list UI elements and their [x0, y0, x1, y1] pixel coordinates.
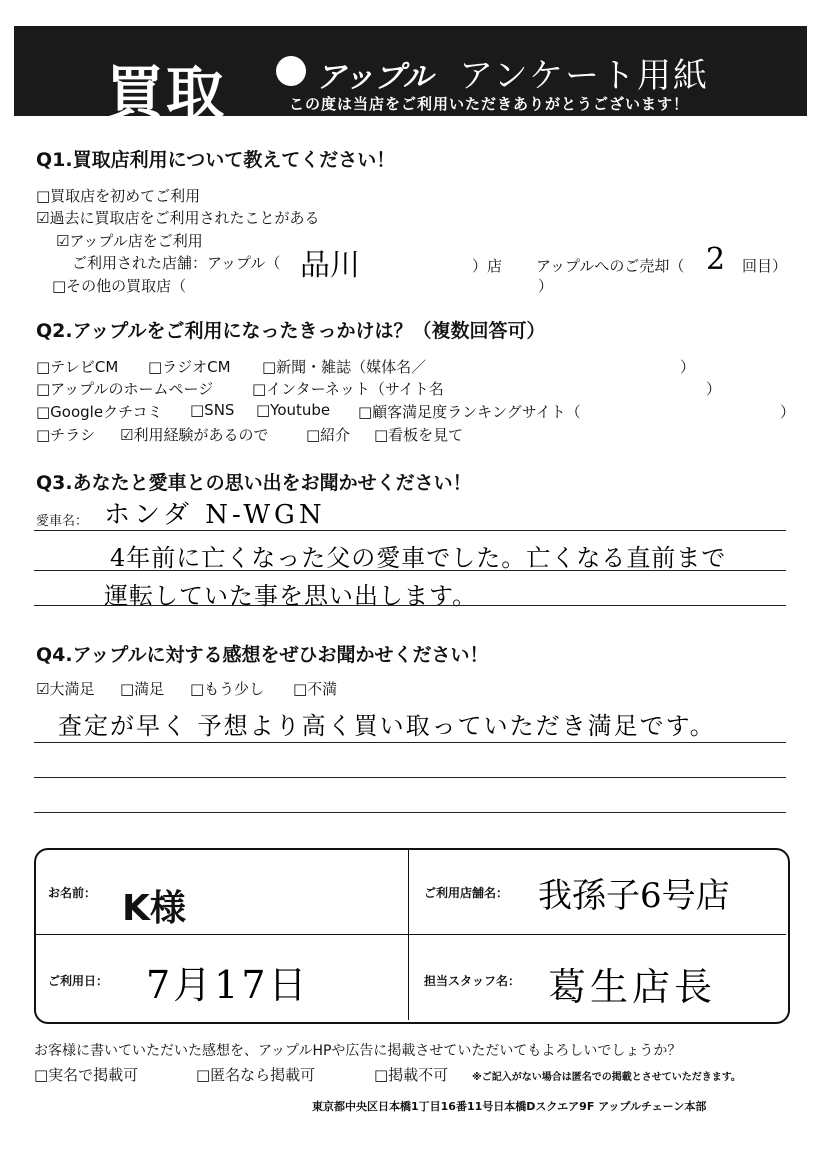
q1-count-suffix: 回目） [742, 257, 788, 275]
q2-option-youtube[interactable]: □Youtube [256, 401, 331, 419]
q1-store-label: ご利用された店舗：アップル（ [72, 254, 281, 272]
q3-line-3 [34, 605, 786, 606]
info-divider-horizontal [34, 934, 786, 935]
date-handwritten: 7月17日 [146, 963, 310, 1007]
q1-count-label: アップルへのご売却（ [536, 257, 685, 275]
q3-memory-line2: 運転していた事を思い出します。 [104, 582, 478, 610]
perm-option-realname[interactable]: □実名で掲載可 [34, 1066, 139, 1084]
q4-title: Q4.アップルに対する感想をぜひお聞かせください！ [36, 644, 489, 666]
q2-option-internet[interactable]: □インターネット（サイト名 [252, 380, 444, 398]
q1-option-other[interactable]: □その他の買取店（ [52, 277, 187, 295]
q2-option-referral[interactable]: □紹介 [306, 426, 351, 444]
q2-option-signboard[interactable]: □看板を見て [374, 426, 464, 444]
q3-car-handwritten: ホンダ N-WGN [104, 500, 326, 530]
q2-row2-close: ） [706, 380, 722, 398]
q2-option-flyer[interactable]: □チラシ [36, 426, 96, 444]
name-value: K様 [122, 888, 186, 929]
q3-line-2 [34, 570, 786, 571]
kaitori-title: 買取 [106, 59, 227, 127]
q1-option-first[interactable]: □買取店を初めてご利用 [36, 187, 201, 205]
q1-store-handwritten: 品川 [300, 248, 360, 283]
q2-option-google[interactable]: □Googleクチコミ [36, 403, 163, 421]
q2-option-ranking[interactable]: □顧客満足度ランキングサイト（ [358, 403, 581, 421]
perm-option-not-allowed[interactable]: □掲載不可 [374, 1066, 449, 1084]
q2-option-newspaper[interactable]: □新聞・雑誌（媒体名／ [262, 358, 427, 376]
permission-question: お客様に書いていただいた感想を、アップルHPや広告に掲載させていただいてもよろしいでしょうか？ [34, 1043, 682, 1059]
q3-car-label: 愛車名： [36, 514, 89, 529]
q4-line-3 [34, 812, 786, 813]
q2-title: Q2.アップルをご利用になったきっかけは？（複数回答可） [36, 320, 546, 342]
q1-store-suffix: ）店 [472, 257, 503, 275]
q4-comment-handwritten: 査定が早く 予想より高く買い取っていただき満足です。 [58, 712, 716, 740]
name-label: お名前： [48, 886, 97, 900]
q1-option-past[interactable]: ☑過去に買取店をご利用されたことがある [36, 209, 320, 227]
header-banner [14, 26, 807, 127]
q2-option-radiocm[interactable]: □ラジオCM [148, 358, 231, 376]
header-subtitle: この度は当店をご利用いただきありがとうございます！ [289, 95, 690, 113]
q2-row3-close: ） [780, 403, 796, 421]
q3-title: Q3.あなたと愛車との思い出をお聞かせください！ [36, 472, 472, 494]
form-title: アンケート用紙 [459, 56, 709, 96]
q2-option-experience[interactable]: ☑利用経験があるので [120, 426, 269, 444]
q1-other-close: ） [538, 277, 554, 295]
perm-option-anonymous[interactable]: □匿名なら掲載可 [196, 1066, 316, 1084]
q1-option-apple[interactable]: ☑アップル店をご利用 [56, 232, 203, 250]
q2-row1-close: ） [680, 358, 696, 376]
store-name-label: ご利用店舗名： [424, 886, 509, 900]
company-address: 東京都中央区日本橋1丁目16番11号日本橋Dスクエア9F アップルチェーン本部 [312, 1100, 707, 1113]
anonymous-note: ※ご記入がない場合は匿名での掲載とさせていただきます。 [472, 1072, 741, 1083]
staff-handwritten: 葛生店長 [548, 965, 717, 1009]
q1-count-handwritten: 2 [706, 242, 726, 277]
q3-memory-line1: 4年前に亡くなった父の愛車でした。亡くなる直前まで [110, 544, 727, 572]
staff-label: 担当スタッフ名： [424, 974, 521, 988]
q4-rating-very-satisfied[interactable]: ☑大満足 [36, 680, 95, 698]
brand-name: アップル [316, 60, 433, 95]
info-divider-vertical [408, 848, 409, 1020]
date-label: ご利用日： [48, 974, 109, 988]
q2-option-tvcm[interactable]: □テレビCM [36, 358, 119, 376]
q1-title: Q1.買取店利用について教えてください！ [36, 149, 396, 171]
store-name-handwritten: 我孫子6号店 [538, 876, 730, 916]
q3-line-1 [34, 530, 786, 531]
q2-option-sns[interactable]: □SNS [190, 401, 235, 419]
q4-rating-somewhat[interactable]: □もう少し [190, 680, 265, 698]
q4-rating-satisfied[interactable]: □満足 [120, 680, 165, 698]
q2-option-homepage[interactable]: □アップルのホームページ [36, 380, 214, 398]
apple-logo-icon [276, 56, 306, 86]
q4-rating-unsatisfied[interactable]: □不満 [293, 680, 338, 698]
q4-line-2 [34, 777, 786, 778]
q4-line-1 [34, 742, 786, 743]
